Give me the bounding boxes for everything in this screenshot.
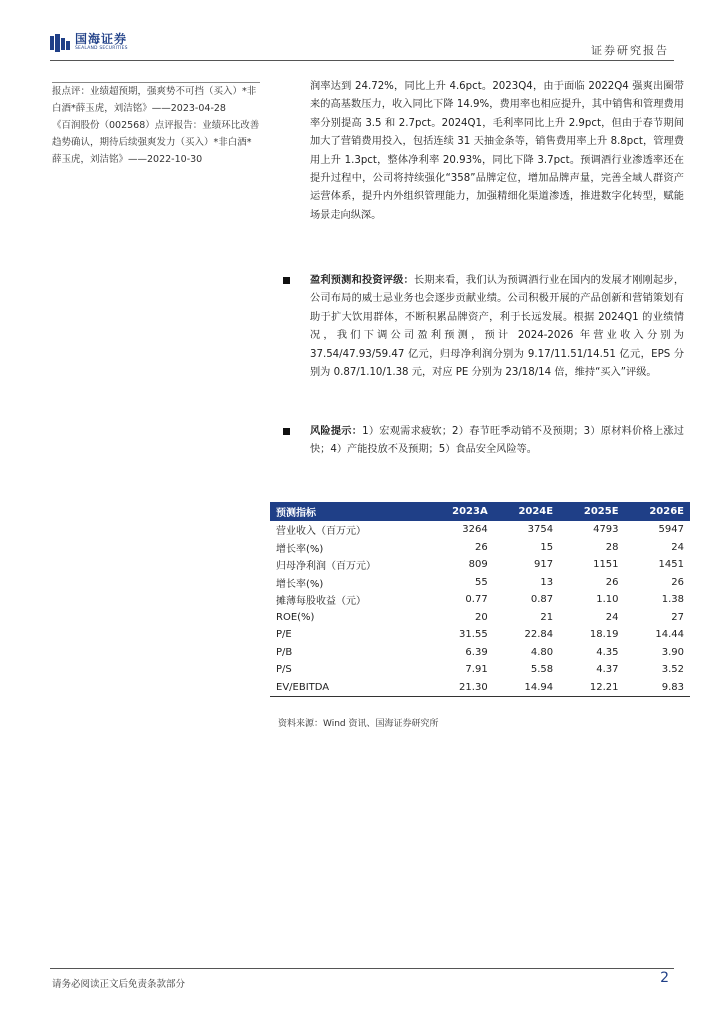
table-header-cell: 2025E (559, 502, 624, 521)
profit-forecast-section (283, 272, 684, 382)
table-cell: 3264 (462, 524, 488, 536)
disclaimer-note: 请务必阅读正文后免责条款部分 (52, 979, 186, 990)
table-cell: 14.44 (655, 629, 684, 641)
logo-name-cn: 国海证券 (75, 32, 128, 46)
table-cell: 27 (671, 611, 684, 623)
table-cell: 28 (605, 541, 619, 553)
table-row (270, 556, 690, 574)
table-row (270, 679, 690, 697)
table-cell: 3754 (527, 524, 554, 536)
table-cell: 14.94 (494, 679, 559, 697)
table-cell: 3.52 (661, 664, 684, 676)
table-row (270, 644, 690, 662)
table-row-label: ROE(%) (276, 611, 315, 623)
table-cell: 0.77 (465, 594, 488, 606)
forecast-table (270, 502, 690, 697)
report-type-title: 证券研究报告 (591, 44, 669, 57)
table-cell: 21.30 (427, 679, 494, 697)
table-cell: 55 (474, 576, 488, 588)
table-row (270, 539, 690, 557)
related-reports (52, 82, 260, 168)
table-cell: 31.55 (459, 629, 488, 641)
table-cell: 24 (671, 541, 684, 553)
table-cell: 21 (540, 611, 554, 623)
table-cell: 4.35 (596, 646, 619, 658)
table-row (270, 591, 690, 609)
table-row-label: 增长率(%) (276, 543, 324, 555)
table-cell: 26 (605, 576, 619, 588)
logo-mark-icon (50, 34, 70, 52)
table-row-label: P/B (276, 646, 293, 658)
table-row-label: 摊薄每股收益（元） (276, 596, 366, 608)
page-number: 2 (660, 970, 669, 986)
section-text: 1）宏观需求疲软；2）春节旺季动销不及预期；3）原材料价格上涨过快；4）产能投放不及预期；5）食品安全风险等。 (310, 426, 684, 456)
bullet-square-icon (283, 428, 290, 435)
table-cell: 12.21 (559, 679, 624, 697)
table-header-cell: 2023A (427, 502, 494, 521)
table-header-cell: 2026E (625, 502, 690, 521)
table-row (270, 609, 690, 627)
table-cell: 4793 (593, 524, 619, 536)
table-cell: 18.19 (589, 629, 619, 641)
table-source-note: 资料来源：Wind 资讯、国海证券研究所 (278, 719, 439, 729)
table-cell: 26 (671, 576, 684, 588)
bullet-square-icon (283, 277, 290, 284)
table-row-label: P/E (276, 629, 292, 641)
table-cell: 26 (474, 541, 488, 553)
table-cell: 5947 (658, 524, 684, 536)
table-cell: 1151 (593, 559, 619, 571)
header-divider (50, 60, 674, 61)
table-header-cell: 预测指标 (270, 502, 427, 521)
footer-divider (50, 968, 674, 969)
table-row-label: 营业收入（百万元） (276, 526, 366, 538)
table-row (270, 521, 690, 539)
table-header-row (270, 502, 690, 521)
table-cell: 22.84 (524, 629, 554, 641)
related-report-item: 《百润股份（002568）点评报告：业绩环比改善趋势确认，期待后续强爽发力（买入）*非白酒*薛玉虎，刘洁铭》——2022-10-30 (52, 120, 260, 165)
table-cell: 4.80 (530, 646, 554, 658)
section-label: 盈利预测和投资评级： (310, 275, 414, 286)
table-cell: 13 (540, 576, 554, 588)
table-row (270, 661, 690, 679)
body-paragraph-1 (310, 78, 684, 225)
table-cell: 20 (474, 611, 488, 623)
related-report-item: 报点评：业绩超预期，强爽势不可挡（买入）*非白酒*薛玉虎，刘洁铭》——2023-04-28 (52, 86, 257, 114)
table-cell: 1.38 (661, 594, 684, 606)
table-cell: 7.91 (465, 664, 488, 676)
logo-name-en: SEALAND SECURITIES (75, 46, 128, 51)
company-logo (50, 33, 128, 52)
table-cell: 3.90 (661, 646, 684, 658)
table-row-label: EV/EBITDA (270, 679, 427, 697)
risk-section (283, 423, 684, 460)
section-text: 长期来看，我们认为预调酒行业在国内的发展才刚刚起步，公司布局的威士忌业务也会逐步贡献业绩。公司积极开展的产品创新和营销策划有助于扩大饮用群体，不断积累品牌资产，利于长远发展。根据 2024Q1 的业绩情况，我们下调公司盈利预测，预计 2024-2026 年营业收入分别为 37.54/47.93/59.47 亿元，归母净利润分别为 9.17/11.51/14.51 亿元，EPS 分别为 0.87/1.10/1.38 元，对应 PE 分别为 23/18/14 倍，维持“买入”评级。 (310, 275, 685, 379)
table-cell: 9.83 (625, 679, 690, 697)
table-row-label: 增长率(%) (276, 578, 324, 590)
table-header-cell: 2024E (494, 502, 559, 521)
table-cell: 15 (540, 541, 554, 553)
table-cell: 917 (534, 559, 554, 571)
section-label: 风险提示： (310, 426, 363, 437)
table-cell: 1.10 (596, 594, 619, 606)
table-cell: 1451 (658, 559, 684, 571)
table-row (270, 626, 690, 644)
table-cell: 6.39 (465, 646, 488, 658)
table-cell: 809 (468, 559, 488, 571)
body-text: 润率达到 24.72%，同比上升 4.6pct。2023Q4，由于面临 2022Q4 强爽出圈带来的高基数压力，收入同比下降 14.9%，费用率也相应提升，其中销售和管理费用率分别提高 3.5 和 2.7pct。2024Q1，毛利率同比上升 2.9pct，但由于春节期间加大了营销费用投入，包括连续 31 天抽金条等，销售费用率上升 8.8pct，管理费用上升 1.3pct，整体净利率 20.93%，同比下降 3.7pct。预调酒行业渗透率还在提升过程中，公司将持续强化“358”品牌定位，增加品牌声量，完善全域人群资产运营体系，提升内外组织管理能力，加强精细化渠道渗透，推进数字化转型，赋能场景走向纵深。 (310, 81, 684, 221)
table-cell: 24 (605, 611, 619, 623)
table-cell: 0.87 (530, 594, 554, 606)
table-row (270, 574, 690, 592)
table-row-label: P/S (276, 664, 292, 676)
table-cell: 5.58 (530, 664, 554, 676)
table-cell: 4.37 (596, 664, 619, 676)
table-row-label: 归母净利润（百万元） (276, 561, 376, 573)
